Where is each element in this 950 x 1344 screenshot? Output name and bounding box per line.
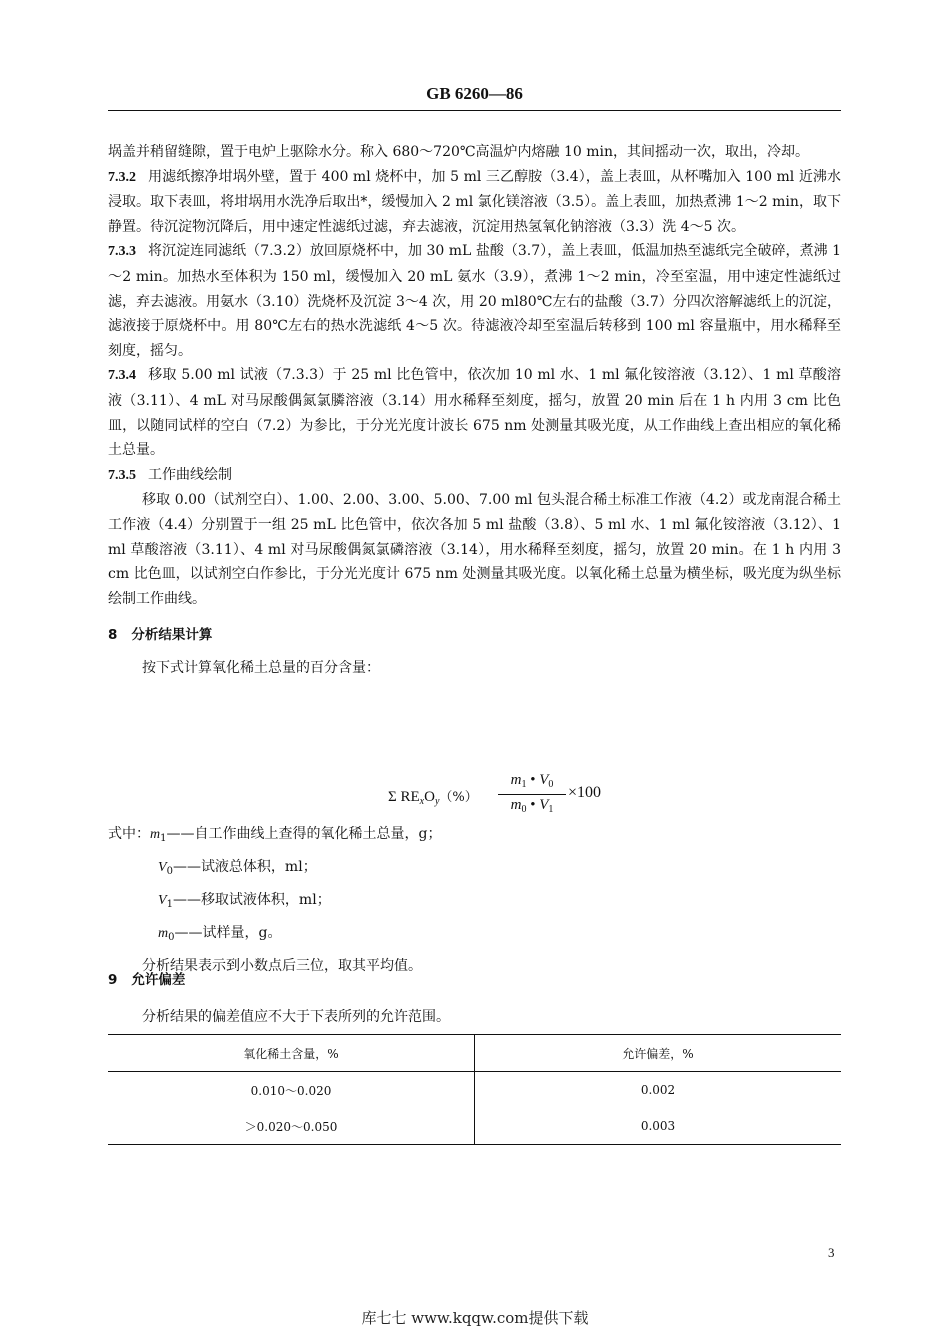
fraction-denominator: $m_0$ • $V_1$ <box>510 797 554 815</box>
column-header: 氧化稀土含量，% <box>108 1035 475 1072</box>
header-rule <box>108 110 841 111</box>
table-cell: ＞0.020～0.050 <box>108 1108 475 1145</box>
clause-text: 将沉淀连同滤纸（7.3.2）放回原烧杯中，加 30 mL 盐酸（3.7），盖上表皿，低温加热至滤纸完全破碎，煮沸 1～2 min。加热水至体积为 150 ml，缓慢加入 20 mL 氨水（3.9），煮沸 1～2 min，冷至室温，用中速定性滤纸过滤，弃去滤液。用氨水（3.10）洗烧杯及沉淀 3～4 次，用 20 ml80℃左右的盐酸（3.7）分四次溶解滤纸上的沉淀，滤液接于原烧杯中。用 80℃左右的热水洗滤纸 4～5 次。待滤液冷却至室温后转移到 100 ml 容量瓶中，用水稀释至刻度，摇匀。 <box>108 243 841 359</box>
formula-multiplier: ×100 <box>568 784 602 801</box>
definition-row: $m_0——$试样量，g。 <box>158 925 282 943</box>
clause-text: 移取 5.00 ml 试液（7.3.3）于 25 ml 比色管中，依次加 10 ml 水、1 ml 氟化铵溶液（3.12）、1 ml 草酸溶液（3.11）、4 mL 对马尿酸偶氮氯膦溶液（3.14）用水稀释至刻度，摇匀，放置 20 min 后在 1 h 内用 3 cm 比色皿，以随同试样的空白（7.2）为参比，于分光光度计波长 675 nm 处测量其吸光度，从工作曲线上查出相应的氧化稀土总量。 <box>108 367 841 459</box>
tolerance-table <box>108 1034 841 1145</box>
calibration-paragraph: 移取 0.00（试剂空白）、1.00、2.00、3.00、5.00、7.00 ml 包头混合稀土标准工作液（4.2）或龙南混合稀土工作液（4.4）分别置于一组 25 mL 比色管中，依次各加 5 ml 盐酸（3.8）、5 ml 水、1 ml 氟化铵溶液（3.12）、1 ml 草酸溶液（3.11）、4 ml 对马尿酸偶氮氯磷溶液（3.14），用水稀释至刻度，摇匀，放置 20 min。在 1 h 内用 3 cm 比色皿，以试剂空白作参比，于分光光度计 675 nm 处测量其吸光度。以氧化稀土总量为横坐标，吸光度为纵坐标绘制工作曲线。 <box>108 492 841 607</box>
clause-number: 7.3.2 <box>108 169 136 185</box>
column-header: 允许偏差，% <box>622 1046 694 1061</box>
fraction-numerator: $m_1$ • $V_0$ <box>510 772 554 790</box>
clause-number: 7.3.5 <box>108 467 136 483</box>
formula-lhs: Σ $RE_xO_y(\%)$ <box>388 789 478 807</box>
definition-row: $V_1——$移取试液体积，ml； <box>158 892 331 910</box>
result-precision-note: 分析结果表示到小数点后三位，取其平均值。 <box>142 958 422 974</box>
clause-7-3-5 <box>108 463 841 489</box>
table-cell: 0.002 <box>640 1083 676 1097</box>
clause-7-3-3 <box>108 239 841 363</box>
clause-number: 7.3.4 <box>108 368 136 384</box>
table-cell: 0.003 <box>640 1119 676 1133</box>
section-9-heading: 9 允许偏差 <box>108 972 186 988</box>
clause-text: 用滤纸擦净坩埚外壁，置于 400 ml 烧杯中，加 5 ml 三乙醇胺（3.4），盖上表皿，从杯嘴加入 100 ml 近沸水浸取。取下表皿，将坩埚用水洗净后取出*，缓慢加入 2 ml 氯化镁溶液（3.5）。盖上表皿，加热煮沸 1～2 min，取下静置。待沉淀物沉降后，用中速定性滤纸过滤，弃去滤液，沉淀用热氢氧化钠溶液（3.3）洗 4～5 次。 <box>108 168 841 235</box>
clause-7-3-2 <box>108 165 841 240</box>
section-8-intro: 按下式计算氧化稀土总量的百分含量： <box>142 659 380 676</box>
download-footer: 库七七 www.kqqw.com提供下载 <box>361 1309 589 1327</box>
formula-fraction <box>498 772 566 819</box>
clause-number: 7.3.3 <box>108 244 136 260</box>
definition-row: 式中：$m_1——$自工作曲线上查得的氧化稀土总量，g； <box>108 826 442 844</box>
variable-definitions <box>108 820 841 980</box>
page-number: 3 <box>828 1245 835 1260</box>
body-text <box>108 140 841 680</box>
definition-row: $V_0——$试液总体积，ml； <box>158 859 317 877</box>
table-row <box>108 1072 841 1109</box>
standard-code-header: GB 6260—86 <box>426 84 523 103</box>
table-header-row <box>108 1035 841 1072</box>
section-9-intro: 分析结果的偏差值应不大于下表所列的允许范围。 <box>142 1009 450 1025</box>
table-row <box>108 1108 841 1145</box>
clause-7-3-4 <box>108 363 841 462</box>
paragraph-continuation: 埚盖并稍留缝隙，置于电炉上驱除水分。称入 680～720℃高温炉内熔融 10 min，其间摇动一次，取出，冷却。 <box>108 144 810 160</box>
table-cell: 0.010～0.020 <box>108 1072 475 1109</box>
clause-text: 工作曲线绘制 <box>148 466 232 483</box>
section-8-heading: 8 分析结果计算 <box>108 627 213 644</box>
